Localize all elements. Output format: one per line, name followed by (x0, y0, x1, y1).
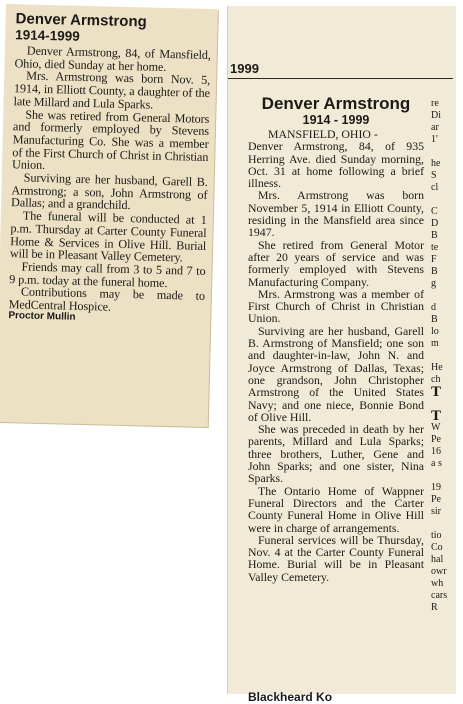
right-clipping (228, 6, 456, 704)
right-paragraph: She retired from General Motor after 20 years of service and was formerly employed with Stevens Manufacturing Company. (248, 237, 424, 289)
edge-fragment: lo (431, 326, 439, 337)
edge-fragment: 1' (431, 134, 438, 145)
right-paragraph: Surviving are her husband, Garell B. Armstrong of Mansfield; one son and daughter-in-law, John N. and Joyce Armstrong of Dallas, Texas; one grandson, John Christopher Armstrong of the United States Navy; and one niece, Bonnie Bond of Olive Hill. (248, 323, 424, 424)
edge-fragment: B (431, 230, 438, 241)
edge-fragment: T (431, 408, 442, 424)
edge-fragment (431, 146, 457, 158)
edge-fragment: F (431, 254, 437, 265)
edge-fragment: He (431, 362, 443, 373)
edge-fragment: wh (431, 578, 444, 589)
edge-fragment: g (431, 278, 436, 289)
edge-fragment: re (431, 98, 439, 109)
left-paragraph: Surviving are her husband, Garell B. Armstrong; a son, John Armstrong of Dallas; and a grandchild. (10, 170, 208, 213)
right-paragraph: The Ontario Home of Wappner Funeral Directors and the Carter County Funeral Home in Olive Hill were in charge of arrangements. (248, 483, 424, 535)
edge-fragment: he (431, 158, 441, 169)
right-obituary-years: 1914 - 1999 (302, 113, 370, 127)
left-paragraph: She was retired from General Motors and formerly employed by Stevens Manufacturing Co. She was a member of the First Church of Christ in Christian Union. (11, 107, 210, 173)
edge-fragment: Di (431, 110, 441, 121)
edge-fragment: C (431, 206, 438, 217)
right-paragraph: Denver Armstrong, 84, of 935 Herring Ave. died Sunday morning, Oct. 31 at home following a brief illness. (248, 139, 424, 191)
edge-fragment: ar (431, 122, 439, 133)
edge-fragment: cl (431, 182, 439, 193)
edge-fragment: Pe (431, 494, 441, 505)
edge-fragment: D (431, 218, 439, 229)
edge-fragment: cars (431, 590, 448, 601)
left-obituary-years: 1914-1999 (15, 27, 80, 44)
left-paragraph: Denver Armstrong, 84, of Mansfield, Ohio, died Sunday at her home. (14, 43, 211, 74)
edge-fragment: d (431, 302, 436, 313)
adjacent-column-fragments (431, 98, 457, 614)
left-paragraph: Contributions may be made to MedCentral Hospice. (8, 284, 206, 314)
edge-fragment (431, 290, 457, 302)
edge-fragment: hal (431, 554, 444, 565)
edge-fragment: Pe (431, 434, 441, 445)
edge-fragment: m (431, 338, 439, 349)
edge-fragment: Co (431, 542, 443, 553)
edge-fragment: W (431, 422, 441, 433)
edge-fragment: owr (431, 566, 447, 577)
edge-fragment (431, 518, 457, 530)
right-paragraph: Mrs. Armstrong was born November 5, 1914 in Elliott County, residing in the Mansfield area since 1947. (248, 188, 424, 240)
left-paragraph: Mrs. Armstrong was born Nov. 5, 1914, in Elliott County, a daughter of the late Millard and Lula Sparks. (13, 68, 211, 112)
edge-fragment (431, 194, 457, 206)
left-paragraph: Friends may call from 3 to 5 and 7 to 9 p.m. today at the funeral home. (9, 259, 206, 290)
edge-fragment: te (431, 242, 439, 253)
right-obituary-column (248, 94, 424, 583)
edge-fragment: a s (431, 458, 442, 469)
edge-fragment: tio (431, 530, 442, 541)
left-clipping (0, 4, 218, 427)
header-rule (228, 78, 453, 79)
left-obituary-name: Denver Armstrong (15, 10, 147, 31)
edge-fragment: ch (431, 374, 441, 385)
edge-fragment: S (431, 170, 437, 181)
right-paragraph: Funeral services will be Thursday, Nov. 4 at the Carter County Funeral Home. Burial will be in Pleasant Valley Cemetery. (248, 532, 424, 584)
left-paragraph: The funeral will be conducted at 1 p.m. Thursday at Carter County Funeral Home & Services in Olive Hill. Burial will be in Pleasant Valley Cemetery. (9, 208, 207, 265)
edge-fragment: B (431, 266, 438, 277)
edge-fragment: sir (431, 506, 441, 517)
edge-fragment: 16 (431, 446, 441, 457)
right-cutoff-heading: Blackheard Ko (248, 690, 333, 704)
edge-fragment: B (431, 314, 438, 325)
right-obituary-name: Denver Armstrong (261, 94, 411, 113)
dateline: MANSFIELD, OHIO - (268, 127, 378, 141)
right-paragraph: She was preceded in death by her parents, Millard and Lula Sparks; three brothers, Luther, Gene and John Sparks; and one sister, Nina Sparks. (248, 422, 424, 486)
edge-fragment: 19 (431, 482, 441, 493)
edge-fragment: T (431, 384, 442, 400)
edge-fragment (431, 350, 457, 362)
edge-fragment: R (431, 602, 438, 613)
page-year: 1999 (230, 61, 259, 76)
left-cutoff-heading: Proctor Mullin (8, 309, 76, 323)
right-paragraph: Mrs. Armstrong was a member of First Church of Christ in Christian Union. (248, 286, 424, 326)
edge-fragment (431, 470, 457, 482)
